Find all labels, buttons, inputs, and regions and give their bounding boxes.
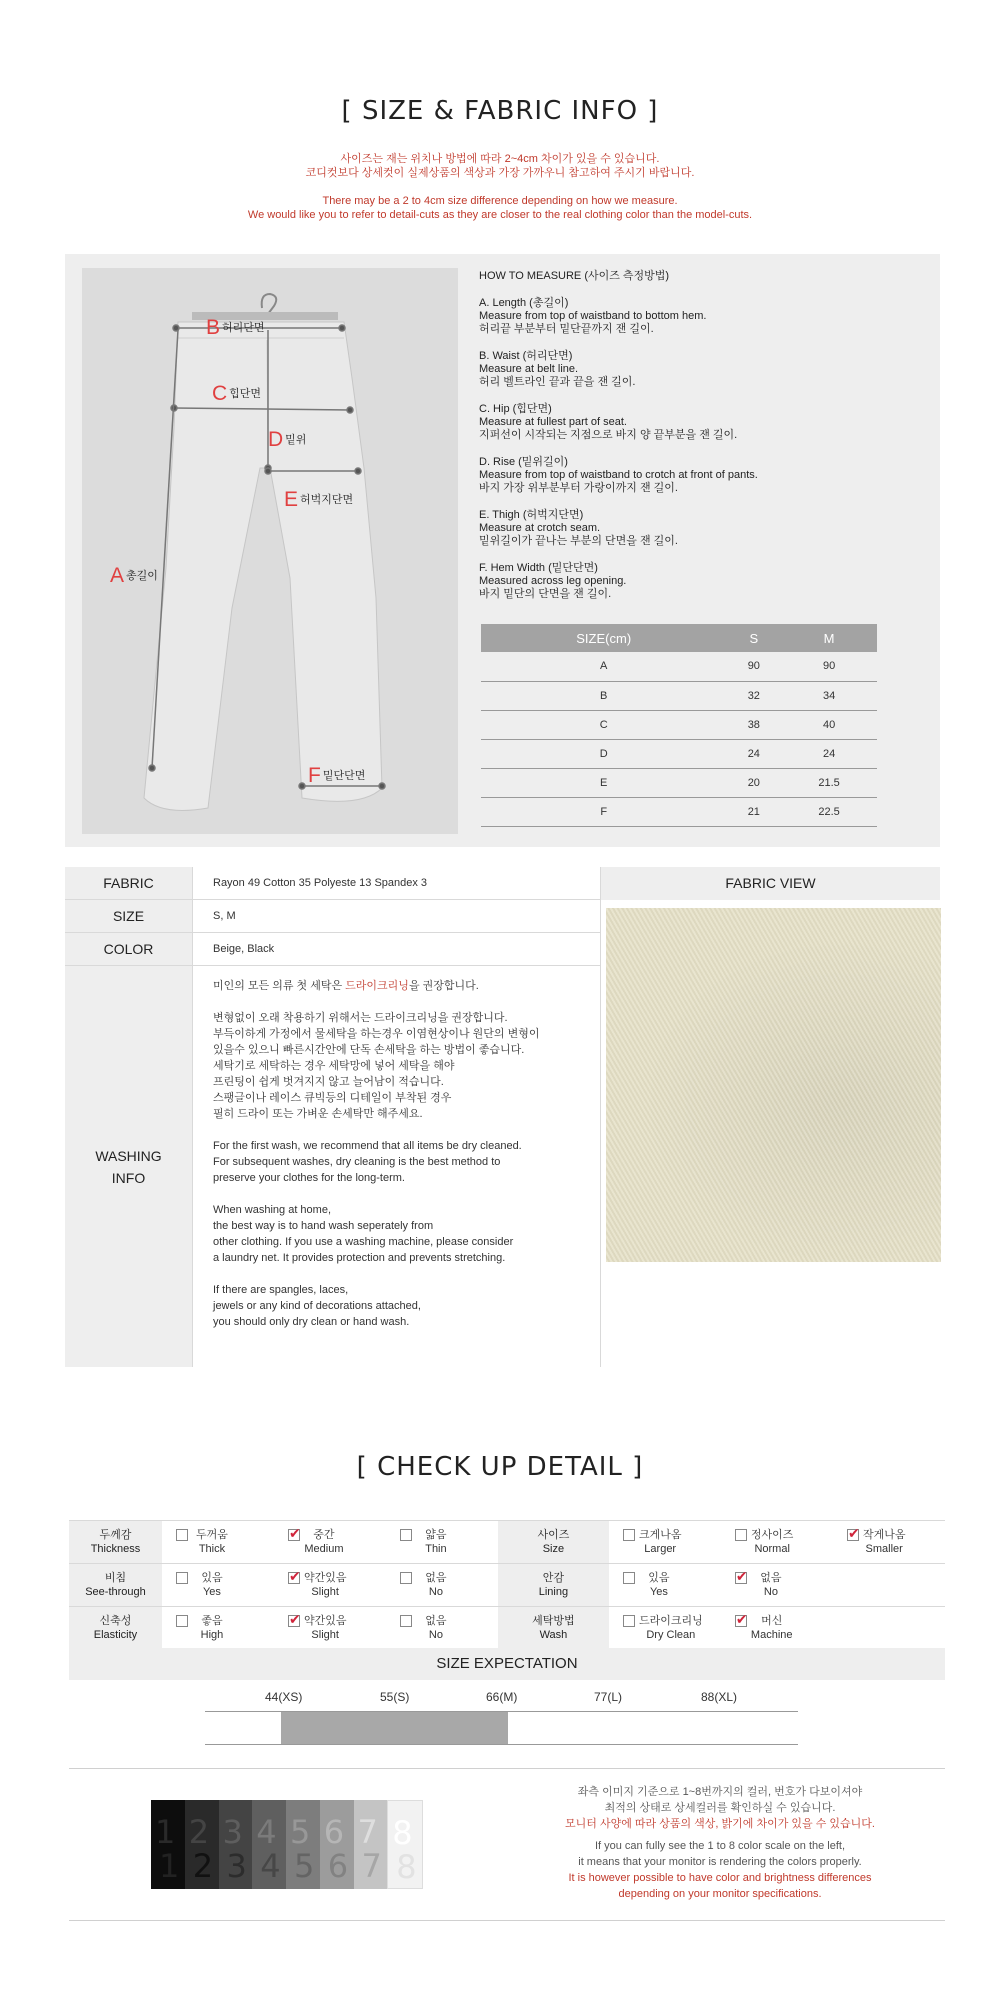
size-expectation-bottom-line: [205, 1744, 798, 1745]
notice-kr-1: 사이즈는 재는 위치나 방법에 따라 2~4cm 차이가 있을 수 있습니다.: [340, 153, 660, 165]
size-label-66m: 66(M): [486, 1690, 518, 1704]
notice-en-2: We would like you to refer to detail-cuts as they are closer to the real clothing color than the model-cuts.: [247, 209, 753, 221]
fabric-swatch-image: [606, 908, 941, 1262]
washing-en-1: For the first wash, we recommend that all items be dry cleaned. For subsequent washes, dry cleaning is the best method to preserve your clothes for the long-term.: [213, 1140, 522, 1184]
check-row-elasticity: [69, 1607, 945, 1650]
size-fit-label: 사이즈 Size: [498, 1521, 609, 1564]
color-swatch-3: 3 3: [219, 1800, 253, 1889]
checkbox-smaller[interactable]: ✔ 작게나옴 Smaller: [833, 1528, 906, 1556]
how-to-measure-title: HOW TO MEASURE (사이즈 측정방법): [479, 270, 670, 282]
table-row: B 32 34: [481, 681, 877, 710]
bottom-divider: [69, 1920, 945, 1921]
label-e-thigh: E허벅지단면: [284, 488, 354, 511]
table-row: E 20 21.5: [481, 768, 877, 797]
size-table: [481, 624, 877, 827]
washing-en-2: When washing at home, the best way is to hand wash seperately from other clothing. If you use a washing machine, please consider a laundry net. It provides protection and prevents stretching.: [213, 1204, 514, 1264]
size-table-header-cell: S: [726, 624, 781, 652]
checkbox-thick[interactable]: 두꺼움 Thick: [162, 1528, 232, 1556]
measure-section: [65, 254, 940, 847]
fabric-view-title: FABRIC VIEW: [600, 867, 940, 900]
monitor-kr-2: 최적의 상태로 상세컬러를 확인하실 수 있습니다.: [604, 1802, 836, 1814]
color-swatch-2: 2 2: [185, 1800, 219, 1889]
size-value: S, M: [213, 910, 236, 922]
size-label-44xs: 44(XS): [265, 1690, 303, 1704]
checkbox-thin[interactable]: 얇음 Thin: [386, 1528, 456, 1556]
measure-item-b: B. Waist (허리단면) Measure at belt line. 허리 벨트라인 끝과 끝을 잰 길이.: [479, 350, 636, 388]
check-up-table: [69, 1520, 945, 1650]
checkbox-see-no[interactable]: 없음 No: [386, 1571, 456, 1599]
color-swatch-5: 5 5: [286, 1800, 320, 1889]
checkbox-elastic-no[interactable]: 없음 No: [386, 1614, 456, 1642]
label-c-hip: C힙단면: [212, 382, 262, 405]
monitor-kr-warning: 모니터 사양에 따라 상품의 색상, 밝기에 차이가 있을 수 있습니다.: [565, 1818, 875, 1830]
monitor-en-2: it means that your monitor is rendering the colors properly.: [578, 1856, 862, 1868]
color-swatch-7: 7 7: [354, 1800, 388, 1889]
check-up-title: [ CHECK UP DETAIL ]: [356, 1452, 644, 1482]
measure-item-a: A. Length (총길이) Measure from top of waistband to bottom hem. 허리끝 부분부터 밑단끝까지 잰 길이.: [479, 297, 707, 335]
measure-item-e: E. Thigh (허벅지단면) Measure at crotch seam. 밑위길이가 끝나는 부분의 단면을 잰 길이.: [479, 509, 678, 547]
measure-item-c: C. Hip (힙단면) Measure at fullest part of seat. 지퍼선이 시작되는 지점으로 바지 양 끝부분을 잰 길이.: [479, 403, 738, 441]
elasticity-label: 신축성 Elasticity: [69, 1607, 162, 1650]
label-d-rise: D밑위: [268, 428, 307, 451]
fabric-value: Rayon 49 Cotton 35 Polyeste 13 Spandex 3: [213, 877, 428, 889]
table-row: C 38 40: [481, 710, 877, 739]
checkbox-elastic-slight[interactable]: ✔ 약간있음 Slight: [274, 1614, 347, 1642]
size-row: [65, 900, 600, 933]
monitor-en-warning-2: depending on your monitor specifications.: [618, 1888, 822, 1900]
washing-label: WASHING INFO: [65, 966, 193, 1367]
fabric-label: FABRIC: [65, 867, 193, 899]
lining-label: 안감 Lining: [498, 1564, 609, 1607]
washing-intro: 미인의 모든 의류 첫 세탁은 드라이크리닝을 권장합니다.: [213, 980, 479, 992]
washing-en-3: If there are spangles, laces, jewels or any kind of decorations attached, you should only dry clean or hand wash.: [213, 1284, 421, 1328]
washing-info: [193, 966, 600, 1367]
monitor-kr-1: 좌측 이미지 기준으로 1~8번까지의 컬러, 번호가 다보이셔야: [577, 1786, 863, 1798]
checkbox-medium[interactable]: ✔ 중간 Medium: [274, 1528, 344, 1556]
measure-item-f: F. Hem Width (밑단단면) Measured across leg opening. 바지 밑단의 단면을 잰 길이.: [479, 562, 627, 600]
size-expectation-title: SIZE EXPECTATION: [69, 1648, 945, 1680]
table-row: D 24 24: [481, 739, 877, 768]
size-label-88xl: 88(XL): [701, 1690, 738, 1704]
size-table-header-cell: SIZE(cm): [481, 624, 726, 652]
label-a-length: A총길이: [110, 564, 158, 587]
divider: [69, 1768, 945, 1769]
fabric-row: [65, 867, 600, 900]
color-swatch-6: 6 6: [320, 1800, 354, 1889]
size-table-header-cell: M: [781, 624, 877, 652]
label-b-waist: B허리단면: [206, 316, 265, 339]
thickness-label: 두께감 Thickness: [69, 1521, 162, 1564]
size-label-55s: 55(S): [380, 1690, 410, 1704]
checkbox-lining-yes[interactable]: 있음 Yes: [609, 1571, 679, 1599]
checkbox-machine[interactable]: ✔ 머신 Machine: [721, 1614, 793, 1642]
color-swatch-1: 1 1: [151, 1800, 185, 1889]
size-table-header: [481, 624, 877, 652]
washing-kr: 변형없이 오래 착용하기 위해서는 드라이크리닝을 권장합니다. 부득이하게 가정에서 물세탁을 하는경우 이염현상이나 원단의 변형이 있을수 있으니 빠른시간안에 단독 손세탁을 하는 방법이 좋습니다. 세탁기로 세탁하는 경우 세탁망에 넣어 세탁을 해야 프린팅이 쉽게 벗겨지지 않고 늘어남이 적습니다. 스팽글이나 레이스 큐빅등의 디테일이 부착된 경우 필히 드라이 또는 가벼운 손세탁만 해주세요.: [213, 1012, 540, 1120]
checkbox-elastic-high[interactable]: 좋음 High: [162, 1614, 232, 1642]
washing-row: [65, 966, 600, 1367]
size-fabric-title: [ SIZE & FABRIC INFO ]: [341, 96, 659, 126]
monitor-en-1: If you can fully see the 1 to 8 color scale on the left,: [594, 1840, 846, 1852]
monitor-en-warning-1: It is however possible to have color and brightness differences: [568, 1872, 872, 1884]
pants-measure-image: [82, 268, 458, 834]
label-f-hem: F밑단단면: [308, 764, 366, 787]
table-row: A 90 90: [481, 652, 877, 681]
color-value: Beige, Black: [213, 943, 275, 955]
size-expectation-bar: [281, 1712, 508, 1744]
see-through-label: 비침 See-through: [69, 1564, 162, 1607]
color-swatch-4: 4 4: [252, 1800, 286, 1889]
size-label: SIZE: [65, 900, 193, 932]
checkbox-see-yes[interactable]: 있음 Yes: [162, 1571, 232, 1599]
color-row: [65, 933, 600, 966]
table-row: F 21 22.5: [481, 797, 877, 826]
color-scale: [151, 1800, 423, 1889]
color-label: COLOR: [65, 933, 193, 965]
measure-item-d: D. Rise (밑위길이) Measure from top of waistband to crotch at front of pants. 바지 가장 위부분부터 가랑이까지 잰 길이.: [479, 456, 758, 494]
notice-en-1: There may be a 2 to 4cm size difference depending on how we measure.: [322, 195, 678, 207]
checkbox-see-slight[interactable]: ✔ 약간있음 Slight: [274, 1571, 347, 1599]
checkbox-normal[interactable]: 정사이즈 Normal: [721, 1528, 794, 1556]
wash-method-label: 세탁방법 Wash: [498, 1607, 609, 1650]
checkbox-larger[interactable]: 크게나옴 Larger: [609, 1528, 682, 1556]
check-row-see-through: [69, 1564, 945, 1607]
notice-kr-2: 코디컷보다 상세컷이 실제상품의 색상과 가장 가까우니 참고하여 주시기 바랍니다.: [305, 167, 695, 179]
how-to-measure: [479, 270, 899, 615]
color-swatch-8: 8 8: [387, 1800, 423, 1889]
checkbox-dry-clean[interactable]: 드라이크리닝 Dry Clean: [609, 1614, 703, 1642]
size-label-77l: 77(L): [594, 1690, 623, 1704]
fabric-info-table: [65, 867, 600, 1367]
check-row-thickness: [69, 1521, 945, 1564]
pants-illustration: [82, 268, 458, 834]
checkbox-lining-no[interactable]: ✔ 없음 No: [721, 1571, 791, 1599]
